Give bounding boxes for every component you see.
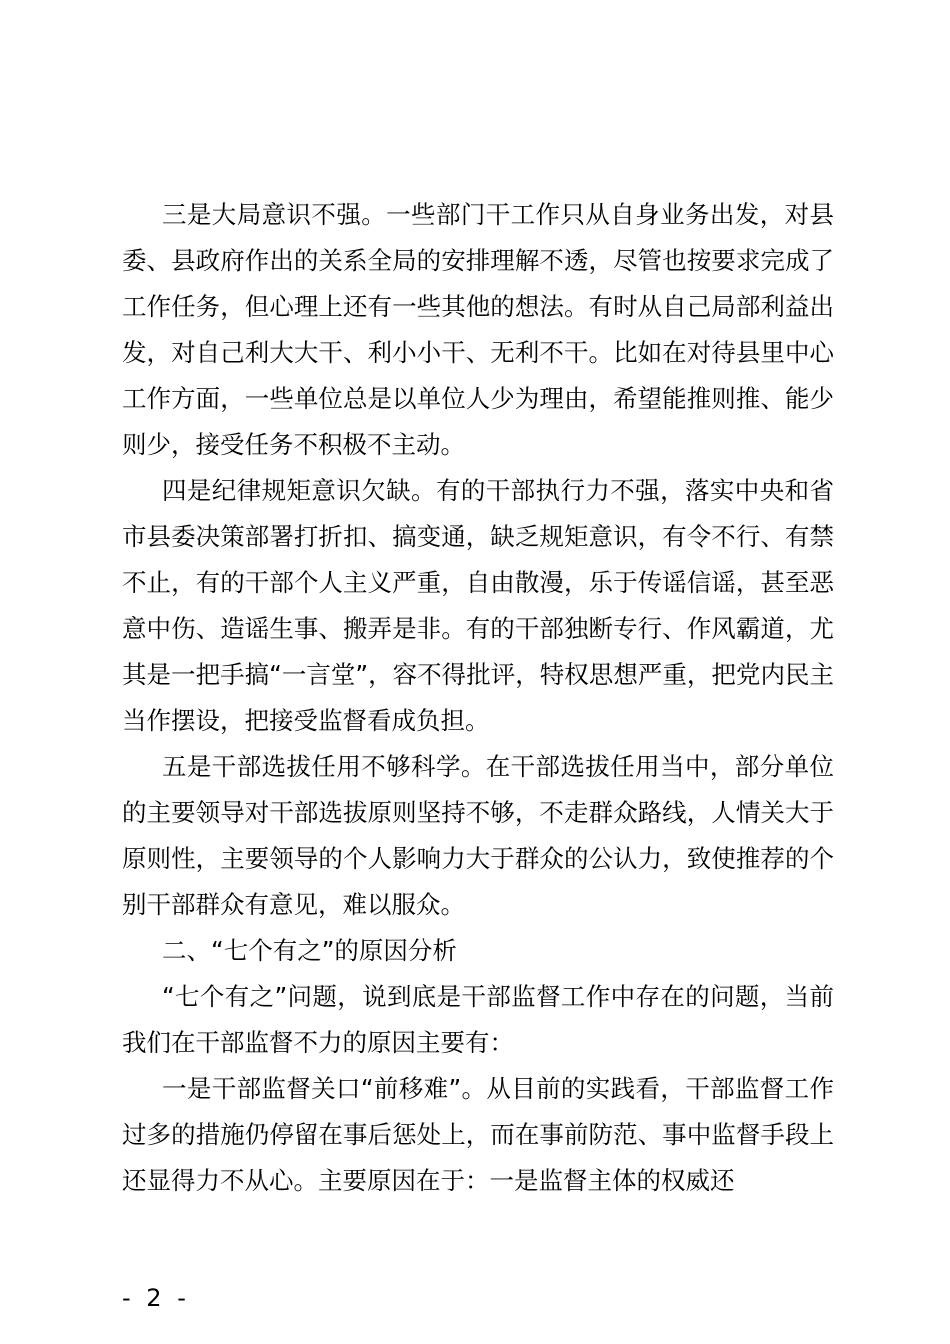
paragraph-cause-intro: “七个有之”问题，说到底是干部监督工作中存在的问题，当前我们在干部监督不力的原因主要有： — [122, 982, 834, 1057]
paragraph-supervision-difficulty: 一是干部监督关口“前移难”。从目前的实践看，干部监督工作过多的措施仍停留在事后惩处上，而在事前防范、事中监督手段上还显得力不从心。主要原因在于：一是监督主体的权威还 — [122, 1074, 834, 1195]
document-body — [122, 192, 834, 1204]
paragraph-discipline-awareness: 四是纪律规矩意识欠缺。有的干部执行力不强，落实中央和省市县委决策部署打折扣、搞变通，缺乏规矩意识，有令不行、有禁不止，有的干部个人主义严重，自由散漫，乐于传谣信谣，甚至恶意中伤、造谣生事、搬弄是非。有的干部独断专行、作风霸道，尤其是一把手搞“一言堂”，容不得批评，特权思想严重，把党内民主当作摆设，把接受监督看成负担。 — [122, 476, 834, 735]
paragraph-cadre-selection: 五是干部选拔任用不够科学。在干部选拔任用当中，部分单位的主要领导对干部选拔原则坚持不够，不走群众路线，人情关大于原则性，主要领导的个人影响力大于群众的公认力，致使推荐的个别干部群众有意见，难以服众。 — [122, 752, 834, 919]
page-number: - 2 - — [122, 1284, 190, 1312]
section-heading-cause-analysis: 二、“七个有之”的原因分析 — [162, 936, 457, 965]
paragraph-global-awareness: 三是大局意识不强。一些部门干工作只从自身业务出发，对县委、县政府作出的关系全局的安排理解不透，尽管也按要求完成了工作任务，但心理上还有一些其他的想法。有时从自己局部利益出发，对自己利大大干、利小小干、无利不干。比如在对待县里中心工作方面，一些单位总是以单位人少为理由，希望能推则推、能少则少，接受任务不积极不主动。 — [122, 200, 834, 459]
